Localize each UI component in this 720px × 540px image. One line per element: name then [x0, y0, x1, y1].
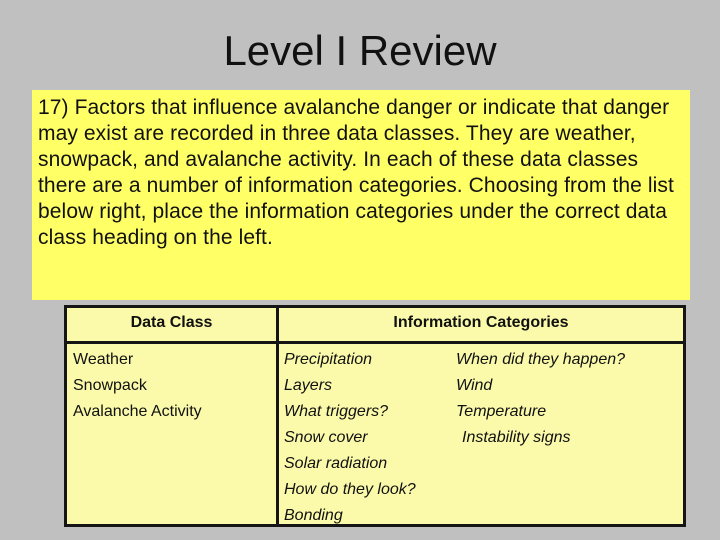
- question-text: 17) Factors that influence avalanche danger or indicate that danger may exist are recorded in three data classes. They are weather, snowpack, and avalanche activity. In each of these data classes there are a number of information categories. Choosing from the list below right, place the information categories under the correct data class heading on the left.: [32, 90, 690, 300]
- category-item: Layers: [284, 377, 333, 394]
- category-item: How do they look?: [284, 481, 416, 498]
- category-item: Snow cover: [284, 429, 368, 446]
- category-item: Precipitation: [284, 351, 373, 368]
- data-class-item: Weather: [73, 351, 134, 368]
- category-list-right: [456, 347, 625, 451]
- category-list-left: [284, 347, 416, 529]
- category-item: What triggers?: [284, 403, 389, 420]
- category-item: Instability signs: [462, 429, 571, 446]
- slide-title: Level I Review: [223, 27, 497, 74]
- category-item: Temperature: [456, 403, 547, 420]
- category-item: Wind: [456, 377, 493, 394]
- category-item: Solar radiation: [284, 455, 388, 472]
- data-class-item: Snowpack: [73, 377, 147, 394]
- data-class-item: Avalanche Activity: [73, 403, 202, 420]
- header-divider: [67, 341, 683, 344]
- category-item: Bonding: [284, 507, 343, 524]
- header-information-categories: Information Categories: [393, 314, 569, 331]
- header-data-class: Data Class: [130, 314, 213, 331]
- category-item: When did they happen?: [456, 351, 626, 368]
- data-class-table: [64, 305, 686, 527]
- data-class-list: [73, 347, 202, 425]
